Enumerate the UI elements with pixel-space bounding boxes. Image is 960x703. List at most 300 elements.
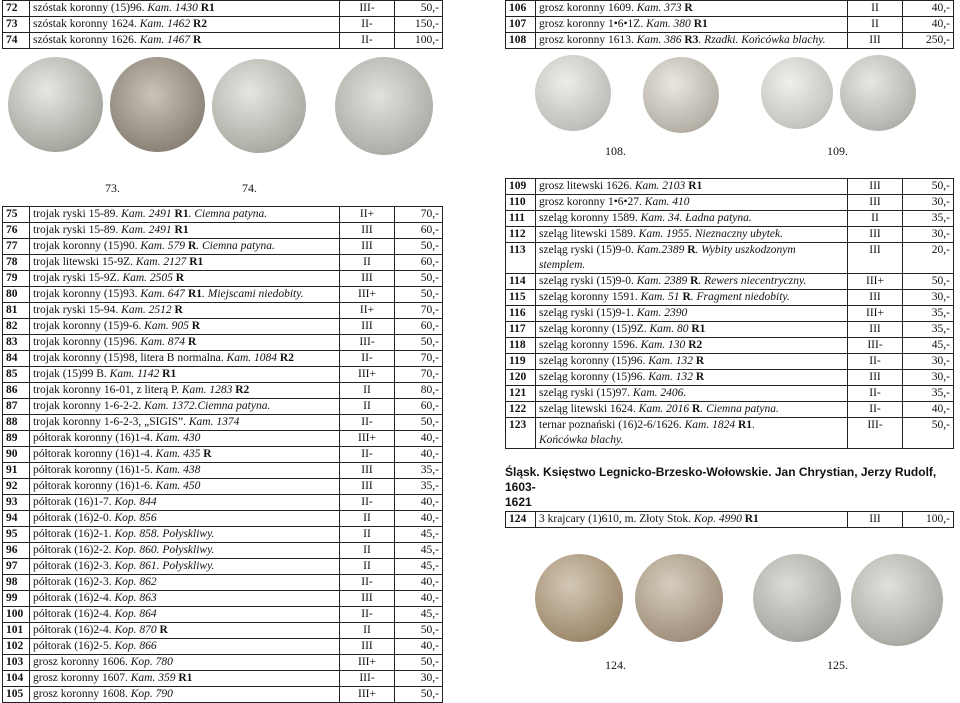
lot-price: 40,- <box>903 17 954 33</box>
lot-description <box>536 290 848 306</box>
lot-number: 92 <box>3 479 30 495</box>
lot-number: 95 <box>3 527 30 543</box>
lot-rarity: R3 <box>681 34 699 46</box>
lot-price: 45,- <box>395 607 443 623</box>
lot-grade: III <box>340 463 395 479</box>
lot-row <box>3 287 443 303</box>
lot-number: 114 <box>506 274 536 290</box>
lot-price: 30,- <box>903 290 954 306</box>
lot-catalog-ref: Kam. 905 <box>144 320 189 332</box>
lot-price: 35,- <box>395 479 443 495</box>
lot-grade: II- <box>340 17 395 33</box>
coin-image-73-obverse <box>8 57 103 152</box>
lot-number: 100 <box>3 607 30 623</box>
lot-row <box>3 511 443 527</box>
lot-description <box>30 17 340 33</box>
lot-grade: II <box>848 211 903 227</box>
lot-number: 84 <box>3 351 30 367</box>
lot-grade: II+ <box>340 207 395 223</box>
lot-catalog-ref: Kop. 862 <box>114 576 157 588</box>
lot-description <box>30 287 340 303</box>
lot-row <box>506 243 954 274</box>
lot-note: . Ciemna patyna. <box>700 403 779 415</box>
lot-catalog-ref: Kop. 870 <box>114 624 157 636</box>
lot-row <box>506 290 954 306</box>
lot-rarity: R <box>171 304 183 316</box>
lot-grade: III <box>848 290 903 306</box>
lot-row <box>3 655 443 671</box>
lot-rarity: R1 <box>175 672 193 684</box>
lot-price: 45,- <box>395 559 443 575</box>
lot-desc-text: półtorak koronny (16)1-5. <box>33 464 156 476</box>
lot-rarity: R1 <box>185 288 202 300</box>
lot-price: 45,- <box>395 543 443 559</box>
lot-row <box>3 271 443 287</box>
lot-rarity: R1 <box>159 368 177 380</box>
lot-catalog-ref: Kam. 373 <box>636 2 682 14</box>
lot-description <box>30 687 340 703</box>
lot-description <box>30 527 340 543</box>
lots-table-bottom-left <box>2 206 443 703</box>
lot-grade: III+ <box>340 687 395 703</box>
lot-price: 35,- <box>903 386 954 402</box>
lot-price: 40,- <box>395 447 443 463</box>
lots-table-silesia <box>505 511 954 528</box>
lot-grade: II <box>848 1 903 17</box>
caption-109: 109. <box>827 144 848 158</box>
lot-catalog-ref: Kam. 1283 <box>181 384 233 396</box>
coin-image-108-reverse <box>643 57 719 133</box>
lot-description <box>536 17 848 33</box>
lot-desc-text: trojak ryski 15-9Z. <box>33 272 123 284</box>
lot-catalog-ref: Kop. 866 <box>114 640 157 652</box>
lot-number: 86 <box>3 383 30 399</box>
lot-number: 118 <box>506 338 536 354</box>
lot-catalog-ref: Kop. 863 <box>114 592 157 604</box>
lot-row <box>506 370 954 386</box>
lot-description <box>30 319 340 335</box>
lot-desc-text: trojak koronny (15)93. <box>33 288 141 300</box>
lot-row <box>506 322 954 338</box>
lot-rarity: R <box>681 2 693 14</box>
lot-desc-text: szeląg ryski (15)9-0. <box>539 275 637 287</box>
lot-description <box>536 386 848 402</box>
lot-grade: III+ <box>340 287 395 303</box>
lot-row <box>506 274 954 290</box>
lot-grade: II- <box>340 351 395 367</box>
lot-catalog-ref: Kam. 410 <box>644 196 690 208</box>
lot-description <box>30 559 340 575</box>
lot-rarity: R2 <box>685 339 703 351</box>
lot-row <box>3 303 443 319</box>
lot-desc-text: trojak ryski 15-94. <box>33 304 122 316</box>
lot-grade: II- <box>848 386 903 402</box>
lot-number: 89 <box>3 431 30 447</box>
lot-catalog-ref: Kam. 2389 <box>636 275 688 287</box>
lot-description <box>30 591 340 607</box>
lot-row <box>3 1 443 17</box>
lot-note: . Wybity uszkodzonym <box>695 244 796 256</box>
lot-row <box>3 495 443 511</box>
lot-grade: II- <box>340 575 395 591</box>
lot-grade: II- <box>340 607 395 623</box>
lot-price: 50,- <box>395 1 443 17</box>
lot-rarity: R <box>692 355 705 367</box>
coin-image-108-obverse <box>535 55 611 131</box>
right-column <box>505 0 953 678</box>
lot-catalog-ref: Kam. 1955. Nieznaczny ubytek. <box>638 228 784 240</box>
lot-row <box>3 543 443 559</box>
lot-row <box>506 227 954 243</box>
lot-desc-text: szeląg litewski 1589. <box>539 228 639 240</box>
lot-description <box>30 415 340 431</box>
lot-desc-text: półtorak (16)2-4. <box>33 624 115 636</box>
lot-price: 45,- <box>395 527 443 543</box>
lot-row <box>506 195 954 211</box>
lot-desc-text: szeląg ryski (15)9-0. <box>539 244 637 256</box>
lot-number: 85 <box>3 367 30 383</box>
lot-grade: III <box>340 479 395 495</box>
lot-description <box>30 671 340 687</box>
lot-row <box>3 351 443 367</box>
lot-grade: II <box>340 255 395 271</box>
lot-price: 70,- <box>395 367 443 383</box>
lot-catalog-ref: Kop. 780 <box>130 656 173 668</box>
lot-price: 100,- <box>903 512 954 528</box>
lot-catalog-ref: Kop. 790 <box>130 688 173 700</box>
lot-catalog-ref: Kam. 1430 <box>147 2 198 14</box>
lot-rarity: R <box>156 624 168 636</box>
lot-grade: III <box>848 179 903 195</box>
lot-note: . <box>752 419 755 431</box>
lot-catalog-ref: Kam. 1372.Ciemna patyna. <box>144 400 271 412</box>
lot-catalog-ref: Kam. 359 <box>130 672 176 684</box>
lot-description <box>536 195 848 211</box>
lot-number: 76 <box>3 223 30 239</box>
lot-number: 99 <box>3 591 30 607</box>
lot-grade: III <box>340 591 395 607</box>
caption-124: 124. <box>605 658 626 672</box>
lot-price: 100,- <box>395 33 443 49</box>
lot-catalog-ref: Kam. 2127 <box>135 256 187 268</box>
lot-catalog-ref: Kam. 132 <box>648 355 693 367</box>
lot-price: 70,- <box>395 207 443 223</box>
lot-rarity: R1 <box>186 256 204 268</box>
lot-desc-text: półtorak koronny (16)1-4. <box>33 432 156 444</box>
lot-number: 101 <box>3 623 30 639</box>
lot-catalog-ref: Kam. 132 <box>648 371 693 383</box>
lot-catalog-ref: Kam. 2406. <box>632 387 687 399</box>
lot-catalog-ref: Kam. 874 <box>140 336 186 348</box>
lot-catalog-ref: Kam. 579 <box>140 240 186 252</box>
caption-74: 74. <box>242 181 257 195</box>
lot-price: 40,- <box>395 495 443 511</box>
lot-number: 83 <box>3 335 30 351</box>
lot-number: 72 <box>3 1 30 17</box>
coin-image-74-obverse <box>212 59 306 153</box>
lot-number: 106 <box>506 1 536 17</box>
lot-number: 121 <box>506 386 536 402</box>
lot-description <box>30 543 340 559</box>
lot-desc-text: półtorak (16)2-4. <box>33 608 115 620</box>
lot-grade: II- <box>340 33 395 49</box>
lot-grade: III <box>340 239 395 255</box>
lot-number: 111 <box>506 211 536 227</box>
lot-row <box>506 17 954 33</box>
lot-rarity: R <box>679 291 691 303</box>
lot-grade: III+ <box>340 367 395 383</box>
lot-number: 87 <box>3 399 30 415</box>
lot-row <box>506 418 954 449</box>
lot-number: 116 <box>506 306 536 322</box>
lot-grade: II <box>340 527 395 543</box>
lot-catalog-ref: Kam. 2491 <box>121 208 172 220</box>
lot-catalog-ref: Kam. 386 <box>636 34 682 46</box>
lot-price: 35,- <box>395 463 443 479</box>
lot-grade: III <box>340 223 395 239</box>
lot-desc-text: szeląg litewski 1624. <box>539 403 639 415</box>
caption-73: 73. <box>105 181 120 195</box>
lot-number: 124 <box>506 512 536 528</box>
lot-rarity: R <box>185 240 197 252</box>
lot-row <box>3 607 443 623</box>
lot-price: 50,- <box>395 271 443 287</box>
lot-description <box>536 274 848 290</box>
lot-grade: II <box>340 383 395 399</box>
lot-price: 60,- <box>395 223 443 239</box>
lot-description <box>536 418 848 449</box>
section-title-line1: Śląsk. Księstwo Legnicko-Brzesko-Wołowskie. Jan Chrystian, Jerzy Rudolf, 1603- <box>505 465 937 494</box>
lot-price: 30,- <box>903 195 954 211</box>
lot-price: 35,- <box>903 211 954 227</box>
lot-price: 40,- <box>395 511 443 527</box>
lot-catalog-ref: Kam. 1084 <box>226 352 278 364</box>
lot-desc-text: trojak (15)99 B. <box>33 368 110 380</box>
lot-price: 45,- <box>903 338 954 354</box>
lot-grade: II <box>848 17 903 33</box>
lot-description <box>30 239 340 255</box>
lot-grade: III <box>848 195 903 211</box>
coin-image-124-obverse <box>535 554 623 642</box>
lot-row <box>506 179 954 195</box>
lot-price: 40,- <box>395 639 443 655</box>
lot-catalog-ref: Kam. 2103 <box>634 180 686 192</box>
lot-catalog-ref: Kam. 2505 <box>122 272 173 284</box>
lot-row <box>3 671 443 687</box>
lot-desc-text: grosz koronny 1606. <box>33 656 131 668</box>
lot-desc-text: grosz koronny 1609. <box>539 2 637 14</box>
lot-row <box>506 211 954 227</box>
lot-desc-text: trojak koronny 1-6-2-2. <box>33 400 145 412</box>
lot-description <box>536 227 848 243</box>
lot-desc-text: szóstak koronny 1624. <box>33 18 140 30</box>
coin-photos-73-74 <box>2 49 442 206</box>
lot-number: 96 <box>3 543 30 559</box>
lot-catalog-ref: Kop. 860. Połyskliwy. <box>114 544 215 556</box>
lot-description <box>30 303 340 319</box>
section-title-silesia <box>505 465 953 510</box>
lot-desc-text: grosz koronny 1613. <box>539 34 637 46</box>
lot-grade: II- <box>340 447 395 463</box>
lot-catalog-ref: Kop. 864 <box>114 608 157 620</box>
lot-desc-text: trojak ryski 15-89. <box>33 224 122 236</box>
lot-catalog-ref: Kam. 1462 <box>139 18 191 30</box>
lot-grade: III <box>848 33 903 49</box>
lot-note: . Ciemna patyna. <box>196 240 275 252</box>
lot-desc-text: szeląg koronny (15)96. <box>539 371 649 383</box>
lot-catalog-ref: Kam. 2016 <box>638 403 690 415</box>
lot-desc-text: trojak koronny 16-01, z literą P. <box>33 384 182 396</box>
lot-row <box>3 223 443 239</box>
lot-row <box>3 239 443 255</box>
lot-description <box>536 179 848 195</box>
lot-row <box>3 431 443 447</box>
lot-description <box>30 271 340 287</box>
lot-desc-text: szeląg koronny 1596. <box>539 339 641 351</box>
lot-description <box>536 33 848 49</box>
lot-description <box>30 223 340 239</box>
lot-description <box>30 383 340 399</box>
lot-rarity: R <box>188 320 201 332</box>
lot-number: 104 <box>3 671 30 687</box>
lot-catalog-ref: Kam. 380 <box>646 18 691 30</box>
lot-catalog-ref: Kam. 34. Ładna patyna. <box>640 212 752 224</box>
lot-price: 40,- <box>903 402 954 418</box>
lot-note: . Rewers niecentryczny. <box>698 275 807 287</box>
lot-row <box>506 338 954 354</box>
lot-catalog-ref: Kam. 1374 <box>188 416 240 428</box>
lot-grade: III+ <box>340 655 395 671</box>
lot-grade: II <box>340 399 395 415</box>
lot-catalog-ref: Kam. 2491 <box>121 224 172 236</box>
lot-price: 50,- <box>395 287 443 303</box>
lot-rarity: R <box>687 275 699 287</box>
lot-grade: II <box>340 543 395 559</box>
lot-price: 50,- <box>395 415 443 431</box>
lot-grade: III- <box>340 1 395 17</box>
lot-row <box>3 463 443 479</box>
lot-description <box>536 370 848 386</box>
lot-price: 30,- <box>903 227 954 243</box>
lot-price: 60,- <box>395 255 443 271</box>
lot-grade: II <box>340 511 395 527</box>
lot-desc-text: półtorak (16)1-7. <box>33 496 115 508</box>
lot-number: 77 <box>3 239 30 255</box>
lot-rarity: R1 <box>685 180 703 192</box>
lot-price: 20,- <box>903 243 954 274</box>
lot-grade: III <box>340 271 395 287</box>
lot-rarity: R2 <box>190 18 208 30</box>
lot-desc-text: szeląg koronny (15)96. <box>539 355 649 367</box>
lot-grade: III <box>340 319 395 335</box>
lot-desc-text: szeląg koronny 1591. <box>539 291 641 303</box>
lot-price: 70,- <box>395 303 443 319</box>
lot-desc-text: grosz koronny 1•6•1Z. <box>539 18 647 30</box>
lot-grade: III <box>848 512 903 528</box>
lot-number: 109 <box>506 179 536 195</box>
lot-desc-text: półtorak (16)2-3. <box>33 576 115 588</box>
lot-number: 112 <box>506 227 536 243</box>
lot-row <box>506 1 954 17</box>
lot-description <box>30 575 340 591</box>
lot-desc-text: trojak ryski 15-89. <box>33 208 122 220</box>
coin-image-124-reverse <box>635 554 723 642</box>
lot-desc-text: trojak koronny (15)9-6. <box>33 320 145 332</box>
lot-catalog-ref: Kam. 51 <box>640 291 680 303</box>
lot-number: 74 <box>3 33 30 49</box>
lot-row <box>3 527 443 543</box>
lot-grade: II <box>340 623 395 639</box>
lot-rarity: R1 <box>741 513 759 525</box>
lot-catalog-ref: Kam. 1467 <box>139 34 191 46</box>
lot-number: 122 <box>506 402 536 418</box>
lot-row <box>3 17 443 33</box>
lots-table-top-right <box>505 0 954 49</box>
lot-description <box>536 306 848 322</box>
lot-number: 110 <box>506 195 536 211</box>
lot-note-line2: stemplem. <box>539 259 586 271</box>
lot-price: 50,- <box>395 655 443 671</box>
lot-row <box>3 383 443 399</box>
section-title-line2: 1621 <box>505 495 532 509</box>
lot-number: 94 <box>3 511 30 527</box>
lot-desc-text: półtorak (16)2-0. <box>33 512 115 524</box>
lot-catalog-ref: Kop. 861. Połyskliwy. <box>114 560 215 572</box>
lot-row <box>506 386 954 402</box>
lot-catalog-ref: Kam. 430 <box>155 432 201 444</box>
lot-price: 30,- <box>395 671 443 687</box>
coin-image-109-reverse <box>840 55 916 131</box>
lot-row <box>3 367 443 383</box>
lot-catalog-ref: Kam. 2390 <box>636 307 688 319</box>
coin-image-125-reverse <box>851 554 943 646</box>
lot-desc-text: szeląg koronny 1589. <box>539 212 641 224</box>
lot-row <box>506 402 954 418</box>
lot-rarity: R <box>689 403 701 415</box>
lot-number: 90 <box>3 447 30 463</box>
lot-note: . Fragment niedobity. <box>690 291 790 303</box>
lot-price: 50,- <box>903 179 954 195</box>
lot-catalog-ref: Kop. 858. Połyskliwy. <box>114 528 215 540</box>
lot-catalog-ref: Kop. 844 <box>114 496 157 508</box>
lot-price: 50,- <box>395 623 443 639</box>
lot-price: 40,- <box>395 575 443 591</box>
lot-description <box>30 399 340 415</box>
lots-table-mid-right <box>505 178 954 449</box>
lot-catalog-ref: Kam. 2512 <box>121 304 172 316</box>
lot-desc-text: szóstak koronny (15)96. <box>33 2 148 14</box>
lot-desc-text: szeląg ryski (15)97. <box>539 387 633 399</box>
lot-grade: III <box>848 243 903 274</box>
lot-rarity: R2 <box>277 352 294 364</box>
lot-price: 50,- <box>395 335 443 351</box>
lot-number: 79 <box>3 271 30 287</box>
lot-description <box>30 367 340 383</box>
lot-rarity: R <box>190 34 202 46</box>
coin-image-125-obverse <box>753 554 841 642</box>
lot-price: 50,- <box>903 274 954 290</box>
lot-number: 120 <box>506 370 536 386</box>
lot-catalog-ref: Kam. 80 <box>649 323 689 335</box>
lot-row <box>3 623 443 639</box>
lot-description <box>30 463 340 479</box>
lot-desc-text: 3 krajcary (1)610, m. Złoty Stok. <box>539 513 694 525</box>
lot-desc-text: ternar poznański (16)2-6/1626. <box>539 419 685 431</box>
lot-price: 60,- <box>395 399 443 415</box>
lot-grade: II- <box>340 495 395 511</box>
lot-price: 30,- <box>903 354 954 370</box>
lot-number: 73 <box>3 17 30 33</box>
